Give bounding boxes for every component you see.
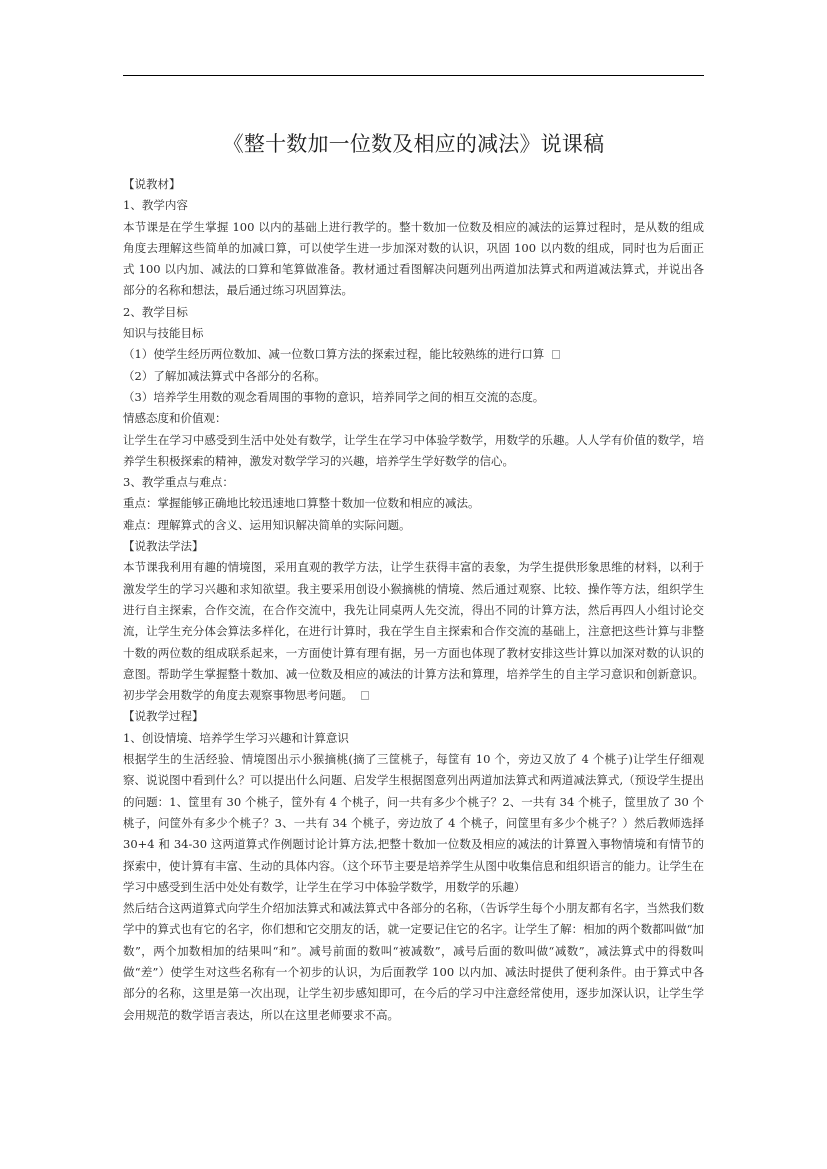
paragraph-text: 然后结合这两道算式向学生介绍加法算式和减法算式中各部分的名称，（告诉学生每个小朋友都有名字，当然我们数学中的算式也有它的名字，你们想和它交朋友的话，就一定要记住它的名字。让学生了解：相加的两个数都叫做“加数”，两个加数相加的结果叫“和”。减号前面的数叫“被减数”，减号后面的数叫做“减数”，减法算式中的得数叫做“差”）使学生对这些名称有一个初步的认识，为后面教学 100 以内加、减法时提供了便利条件。由于算式中各部分的名称，这里是第一次出现，让学生初步感知即可，在今后的学习中注意经常使用，逐步加深认识，让学生学会用规范的数学语言表达，所以在这里老师要求不高。 <box>123 901 704 1022</box>
paragraph <box>123 536 704 557</box>
paragraph-text: 知识与技能目标 <box>123 326 204 341</box>
paragraph-text: 2、教学目标 <box>123 304 188 319</box>
paragraph <box>123 515 704 536</box>
paragraph <box>123 217 704 302</box>
paragraph <box>123 174 704 195</box>
paragraph <box>123 195 704 216</box>
paragraph <box>123 430 704 473</box>
header-rule <box>123 75 704 76</box>
paragraph <box>123 344 704 365</box>
paragraph-text: 难点：理解算式的含义、运用知识解决简单的实际问题。 <box>123 517 411 532</box>
paragraph <box>123 323 704 344</box>
paragraph <box>123 706 704 727</box>
paragraph-text: 根据学生的生活经验、情境图出示小猴摘桃(摘了三筐桃子，每筐有 10 个，旁边又放了 4 个桃子)让学生仔细观察、说说图中看到什么？可以提出什么问题、启发学生根据图意列出两道加法算式和两道减法算式,（预设学生提出的问题：1、筐里有 30 个桃子，筐外有 4 个桃子，问一共有多少个桃子？2、一共有 34 个桃子，筐里放了 30 个桃子，问筐外有多少个桃子？3、一共有 34 个桃子，旁边放了 4 个桃子，问筐里有多少个桃子？）然后教师选择 30+4 和 34-30 这两道算式作例题讨论计算方法,把整十数加一位数及相应的减法的计算置入事物情境和有情节的探索中，使计算有丰富、生动的具体内容。（这个环节主要是培养学生从图中收集信息和组织语言的能力。让学生在学习中感受到生活中处处有数学，让学生在学习中体验学数学，用数学的乐趣） <box>123 752 704 894</box>
paragraph-text: 本节课是在学生掌握 100 以内的基础上进行教学的。整十数加一位数及相应的减法的运算过程时，是从数的组成角度去理解这些简单的加减口算，可以使学生进一步加深对数的认识，巩固 100 以内数的组成，同时也为后面正式 100 以内加、减法的口算和笔算做准备。教材通过看图解决问题列出两道加法算式和两道减法算式，并说出各部分的名称和想法，最后通过练习巩固算法。 <box>123 219 704 298</box>
paragraph <box>123 493 704 514</box>
paragraph <box>123 387 704 408</box>
paragraph-text: 本节课我利用有趣的情境图，采用直观的教学方法，让学生获得丰富的表象，为学生提供形象思维的材料，以利于激发学生的学习兴趣和求知欲望。我主要采用创设小猴摘桃的情境、然后通过观察、比较、操作等方法，组织学生进行自主探索，合作交流，在合作交流中，我先让同桌两人先交流，得出不同的计算方法，然后再四人小组讨论交流，让学生充分体会算法多样化，在进行计算时，我在学生自主探索和合作交流的基础上，注意把这些计算与非整十数的两位数的组成联系起来，一方面使计算有理有据，另一方面也体现了教材安排这些计算以加深对数的认识的意图。帮助学生掌握整十数加、减一位数及相应的减法的计算方法和算理，培养学生的自主学习意识和创新意识。初步学会用数学的角度去观察事物思考问题。 <box>123 560 704 703</box>
paragraph <box>123 472 704 493</box>
paragraph <box>123 408 704 429</box>
paragraph <box>123 366 704 387</box>
paragraph-text: （1）使学生经历两位数加、减一位数口算方法的探索过程，能比较熟练的进行口算 <box>123 347 545 362</box>
paragraph-text: 【说教材】 <box>123 177 181 191</box>
paragraph-text: 1、教学内容 <box>123 198 188 213</box>
paragraph <box>123 728 704 749</box>
paragraph-text: （2）了解加减法算式中各部分的名称。 <box>123 368 326 383</box>
paragraph <box>123 302 704 323</box>
placeholder-box-icon <box>361 691 369 700</box>
paragraph-text: 【说教学过程】 <box>123 709 204 724</box>
paragraph <box>123 557 704 706</box>
paragraph-text: （3）培养学生用数的观念看周围的事物的意识，培养同学之间的相互交流的态度。 <box>123 389 545 404</box>
paragraph-text: 3、教学重点与难点： <box>123 475 234 490</box>
paragraph <box>123 898 704 1026</box>
paragraph <box>123 749 704 898</box>
document-body <box>123 174 704 1026</box>
paragraph-text: 【说教法学法】 <box>123 539 204 554</box>
paragraph-text: 重点：掌握能够正确地比较迅速地口算整十数加一位数和相应的减法。 <box>123 496 480 511</box>
page-title: 《整十数加一位数及相应的减法》说课稿 <box>222 132 605 156</box>
paragraph-text: 情感态度和价值观： <box>123 411 227 426</box>
placeholder-box-icon <box>552 350 560 359</box>
paragraph-text: 1、创设情境、培养学生学习兴趣和计算意识 <box>123 730 349 745</box>
paragraph-text: 让学生在学习中感受到生活中处处有数学，让学生在学习中体验学数学，用数学的乐趣。人人学有价值的数学，培养学生积极探索的精神，激发对数学学习的兴趣，培养学生学好数学的信心。 <box>123 432 704 468</box>
